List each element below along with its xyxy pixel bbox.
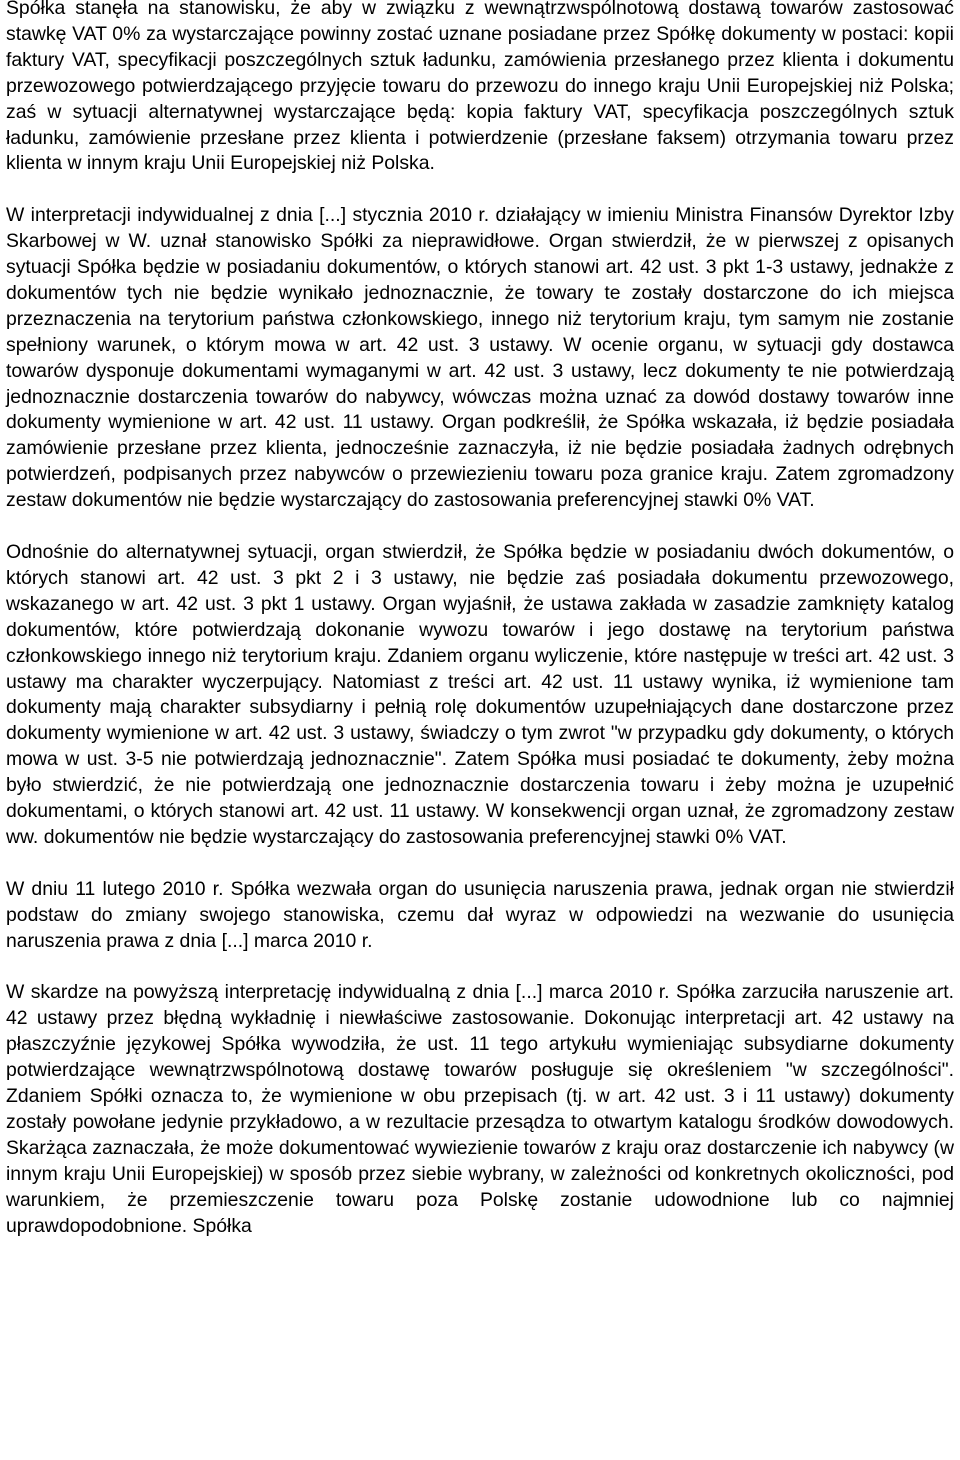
paragraph-complaint: W skardze na powyższą interpretację indywidualną z dnia [...] marca 2010 r. Spółka zarzuciła naruszenie art. 42 ustawy przez błędną wykładnię i niewłaściwe zastosowanie. Dokonując interpretacji art. 42 ustawy na płaszczyźnie językowej Spółka wywodziła, że ust. 11 tego artykułu wymieniając subsydiarne dokumenty potwierdzające wewnątrzwspólnotową dostawę towarów posługuje się określeniem "w szczególności". Zdaniem Spółki oznacza to, że wymienione w obu przepisach (tj. w art. 42 ust. 3 i 11 ustawy) dokumenty zostały powołane jedynie przykładowo, a w rezultacie przesądza to otwartym katalogu środków dowodowych. Skarżąca zaznaczała, że może dokumentować wywiezienie towarów z kraju oraz dostarczenie ich nabywcy (w innym kraju Unii Europejskiej) w sposób przez siebie wybrany, w zależności od konkretnych okoliczności, pod warunkiem, że przemieszczenie towaru poza Polskę zostanie udowodnione lub co najmniej uprawdopodobnione. Spółka: [6, 981, 954, 1237]
paragraph-call-to-remedy: W dniu 11 lutego 2010 r. Spółka wezwała organ do usunięcia naruszenia prawa, jednak organ nie stwierdził podstaw do zmiany swojego stanowiska, czemu dał wyraz w odpowiedzi na wezwanie do usunięcia naruszenia prawa z dnia [...] marca 2010 r.: [6, 877, 954, 952]
paragraph-company-position: Spółka stanęła na stanowisku, że aby w związku z wewnątrzwspólnotową dostawą towarów zastosować stawkę VAT 0% za wystarczające powinny zostać uznane posiadane przez Spółkę dokumenty w postaci: kopii faktury VAT, specyfikacji poszczególnych sztuk ładunku, zamówienia przesłanego przez klienta i dokumentu przewozowego potwierdzającego przyjęcie towaru do przewozu do innego kraju Unii Europejskiej niż Polska; zaś w sytuacji alternatywnej wystarczające będą: kopia faktury VAT, specyfikacja poszczególnych sztuk ładunku, zamówienie przesłane przez klienta i potwierdzenie (przesłane faksem) otrzymania towaru przez klienta w innym kraju Unii Europejskiej niż Polska.: [6, 0, 954, 175]
paragraph-alternative-situation: Odnośnie do alternatywnej sytuacji, organ stwierdził, że Spółka będzie w posiadaniu dwóch dokumentów, o których stanowi art. 42 ust. 3 pkt 2 i 3 ustawy, nie będzie zaś posiadała dokumentu przewozowego, wskazanego w art. 42 ust. 3 pkt 1 ustawy. Organ wyjaśnił, że ustawa zakłada w zasadzie zamknięty katalog dokumentów, które potwierdzają dokonanie wywozu towarów i jego dostawę na terytorium państwa członkowskiego innego niż terytorium kraju. Zdaniem organu wyliczenie, które następuje w treści art. 42 ust. 3 ustawy ma charakter wyczerpujący. Natomiast z treści art. 42 ust. 11 ustawy wynika, iż wymienione tam dokumenty mają charakter subsydiarny i pełnią rolę dokumentów uzupełniających dane dostarczone przez dokumenty wymienione w art. 42 ust. 3 ustawy, świadczy o tym zwrot "w przypadku gdy dokumenty, o których mowa w ust. 3-5 nie potwierdzają jednoznacznie". Zatem Spółka musi posiadać te dokumenty, żeby można było stwierdzić, że nie potwierdzają one jednoznacznie dostarczenia towaru i żeby można je uzupełnić dokumentami, o których stanowi art. 42 ust. 11 ustawy. W konsekwencji organ uznał, że zgromadzony zestaw ww. dokumentów nie będzie wystarczający do zastosowania preferencyjnej stawki 0% VAT.: [6, 541, 954, 848]
paragraph-individual-interpretation: W interpretacji indywidualnej z dnia [...] stycznia 2010 r. działający w imieniu Ministra Finansów Dyrektor Izby Skarbowej w W. uznał stanowisko Spółki za nieprawidłowe. Organ stwierdził, że w pierwszej z opisanych sytuacji Spółka będzie w posiadaniu dokumentów, o których stanowi art. 42 ust. 3 pkt 1-3 ustawy, jednakże z dokumentów tych nie będzie wynikało jednoznacznie, że towary te zostały dostarczone do ich miejsca przeznaczenia na terytorium państwa członkowskiego, innego niż terytorium kraju, tym samym nie zostanie spełniony warunek, o którym mowa w art. 42 ust. 3 ustawy. W ocenie organu, w sytuacji gdy dostawca towarów dysponuje dokumentami wymaganymi w art. 42 ust. 3 ustawy, lecz dokumenty te nie potwierdzają jednoznacznie dostarczenia towarów do nabywcy, wówczas można uznać za dowód dostawy towarów inne dokumenty wymienione w art. 42 ust. 11 ustawy. Organ podkreślił, że Spółka wskazała, iż będzie posiadała zamówienie przesłane przez klienta, jednocześnie zaznaczyła, iż nie będzie posiadała żadnych odrębnych potwierdzeń, podpisanych przez nabywców o przewiezieniu towaru poza granice kraju. Zatem zgromadzony zestaw dokumentów nie będzie wystarczający do zastosowania preferencyjnej stawki 0% VAT.: [6, 204, 954, 512]
